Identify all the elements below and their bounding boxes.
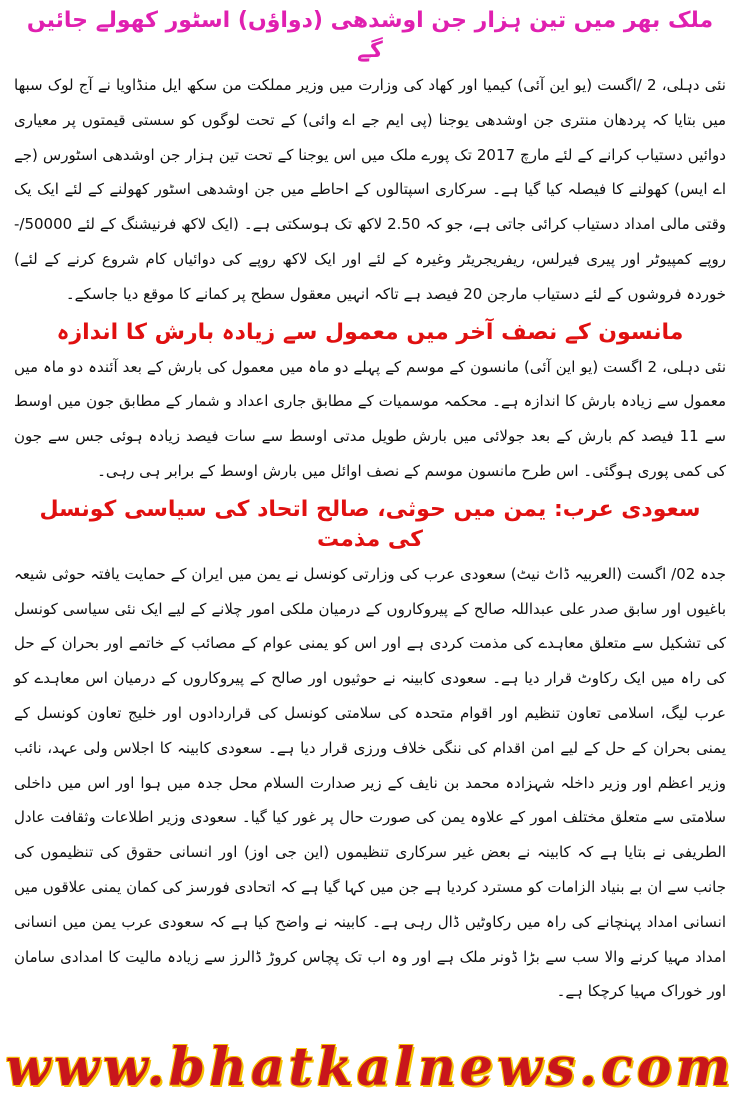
article-monsoon: نئی دہلی، 2 اگست (یو این آئی) مانسون کے موسم کے پہلے دو ماہ میں معمول کی بارش کے بعد آئندہ دو ماہ میں معمول سے زیادہ بارش کا اندازہ ہے۔ محکمہ موسمیات کے مطابق جاری اعداد و شمار کے مطابق جون میں اوسط سے 11 فیصد کم بارش کے بعد جولائی میں بارش طویل مدتی اوسط سے سات فیصد زیادہ ہوئی جس سے جون کی کمی پوری ہوگئی۔ اس طرح مانسون موسم کے نصف اوائل میں بارش اوسط کے برابر ہی رہی۔ <box>14 357 726 480</box>
footer-site-url: www.bhatkalnews.com <box>5 1037 735 1098</box>
headline-monsoon: مانسون کے نصف آخر میں معمول سے زیادہ بارش کا اندازہ <box>56 319 684 345</box>
news-page <box>0 6 740 1106</box>
article-saudi-yemen: جدہ 02/ اگست (العربیہ ڈاٹ نیٹ) سعودی عرب کی وزارتی کونسل نے یمن میں ایران کے حمایت یافتہ حوثی شیعہ باغیوں اور سابق صدر علی عبداللہ صالح کے پیروکاروں کے درمیان ملکی امور چلانے کے لیے ایک نئی سیاسی کونسل کی تشکیل سے متعلق معاہدے کی مذمت کردی ہے اور اس کو یمنی عوام کے مصائب کے خاتمے اور بحران کے حل کی راہ میں ایک رکاوٹ قرار دیا ہے۔ سعودی کابینہ نے حوثیوں اور صالح کے پیروکاروں کے درمیان اس معاہدے کو عرب لیگ، اسلامی تعاون تنظیم اور اقوام متحدہ کی سلامتی کونسل کی قراردادوں اور خلیج تعاون کونسل کے یمنی بحران کے حل کے لیے امن اقدام کی ننگی خلاف ورزی قرار دیا ہے۔ سعودی کابینہ کا اجلاس ولی عہد، نائب وزیر اعظم اور وزیر داخلہ شہزادہ محمد بن نایف کے زیر صدارت السلام محل جدہ میں ہوا اور اس میں داخلی سلامتی سے متعلق مختلف امور کے علاوہ یمن کی صورت حال پر غور کیا گیا۔ سعودی وزیر اطلاعات وثقافت عادل الطریفی نے بتایا ہے کہ کابینہ نے بعض غیر سرکاری تنظیموں (این جی اوز) اور انسانی حقوق کی تنظیموں کی جانب سے ان بے بنیاد الزامات کو مسترد کردیا ہے جن میں کہا گیا ہے کہ اتحادی فورسز کی کمان یمنی علاقوں میں انسانی امداد پہنچانے کی راہ میں رکاوٹیں ڈال رہی ہے۔ کابینہ نے واضح کیا ہے کہ سعودی عرب یمن میں انسانی امداد مہیا کرنے والا سب سے بڑا ڈونر ملک ہے اور وہ اب تک پچاس کروڑ ڈالرز سے زیادہ مالیت کا امدادی سامان اور خوراک مہیا کرچکا ہے۔ <box>14 564 726 1001</box>
article-jan-aushadhi: نئی دہلی، 2 /اگست (یو این آئی) کیمیا اور کھاد کی وزارت میں وزیر مملکت من سکھ ایل منڈاویا نے آج لوک سبھا میں بتایا کہ پردھان منتری جن اوشدھی یوجنا (پی ایم جے اے وائی) کے تحت لوگوں کو سستی قیمتوں پر معیاری دوائیں دستیاب کرانے کے لئے مارچ 2017 تک پورے ملک میں اس یوجنا کے تحت تین ہزار جن اوشدھی اسٹورس (جے اے ایس) کھولنے کا فیصلہ کیا گیا ہے۔ سرکاری اسپتالوں کے احاطے میں جن اوشدھی اسٹور کھولنے کے لئے ایک یک وقتی مالی امداد دستیاب کرائی جاتی ہے، جو کہ 2.50 لاکھ تک ہوسکتی ہے۔ (ایک لاکھ فرنیشنگ کے لئے 50000/- روپے کمپیوٹر اور پیری فیرلس، ریفریجریٹر وغیرہ کے لئے اور ایک لاکھ روپے کی دوائیاں کام شروع کرنے کے لئے) خوردہ فروشوں کے لئے دستیاب مارجن 20 فیصد ہے تاکہ انہیں معقول سطح پر کمانے کا موقع دیا جاسکے۔ <box>14 76 726 303</box>
headline-saudi-yemen: سعودی عرب: یمن میں حوثی، صالح اتحاد کی سیاسی کونسل کی مذمت <box>39 496 701 552</box>
headline-jan-aushadhi: ملک بھر میں تین ہزار جن اوشدھی (دواؤں) اسٹور کھولے جائیں گے <box>26 8 714 63</box>
